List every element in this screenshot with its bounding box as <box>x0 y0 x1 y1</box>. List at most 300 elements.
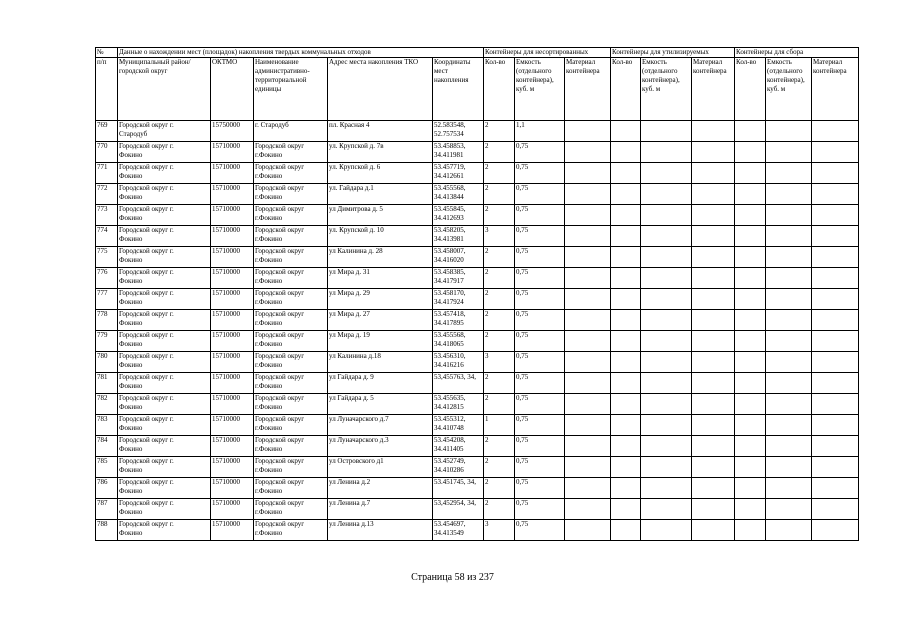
cell-num <box>96 520 118 541</box>
cell-material-collect <box>812 499 859 520</box>
cell-capacity-collect <box>766 520 812 541</box>
cell-district-line: Фокино <box>119 529 143 537</box>
cell-admin-line: г.Фокино <box>255 424 283 432</box>
cell-capacity-unsorted-line: 0,75 <box>516 310 529 318</box>
cell-capacity-collect <box>766 184 812 205</box>
cell-district-line: Фокино <box>119 424 143 432</box>
header-group-unsorted: Контейнеры для несортированных <box>484 48 611 58</box>
table-row <box>96 205 859 226</box>
cell-capacity-collect <box>766 394 812 415</box>
cell-material-recycle <box>692 415 735 436</box>
cell-oktmo <box>211 205 254 226</box>
cell-count-collect <box>735 205 766 226</box>
cell-district <box>118 352 211 373</box>
cell-count-collect <box>735 184 766 205</box>
cell-address <box>328 520 433 541</box>
cell-admin <box>254 289 328 310</box>
cell-address-line: ул Островского д1 <box>329 457 384 465</box>
cell-admin <box>254 394 328 415</box>
cell-admin-line: Городской округ <box>255 352 305 360</box>
table-row <box>96 247 859 268</box>
cell-address-line: ул. Крупской д. 7в <box>329 142 384 150</box>
cell-num-line: 788 <box>97 520 108 528</box>
table-row <box>96 457 859 478</box>
cell-num-line: 784 <box>97 436 108 444</box>
cell-count-unsorted-line: 3 <box>485 520 489 528</box>
cell-district-line: Городской округ г. <box>119 499 174 507</box>
cell-address-line: ул Гайдара д. 9 <box>329 373 374 381</box>
cell-capacity-unsorted-line: 0,75 <box>516 205 529 213</box>
cell-material-unsorted <box>565 373 611 394</box>
cell-oktmo-line: 15710000 <box>212 436 240 444</box>
cell-count-unsorted-line: 1 <box>485 415 489 423</box>
cell-capacity-unsorted-line: 0,75 <box>516 499 529 507</box>
cell-coords-line: 52.757534 <box>434 130 464 138</box>
cell-coords <box>433 352 484 373</box>
table-row <box>96 289 859 310</box>
cell-district <box>118 331 211 352</box>
cell-oktmo <box>211 373 254 394</box>
cell-oktmo-line: 15710000 <box>212 499 240 507</box>
cell-capacity-unsorted-line: 0,75 <box>516 520 529 528</box>
cell-oktmo <box>211 436 254 457</box>
table-row <box>96 415 859 436</box>
cell-material-collect <box>812 415 859 436</box>
cell-num-line: 783 <box>97 415 108 423</box>
cell-admin-line: г.Фокино <box>255 487 283 495</box>
cell-material-collect <box>812 289 859 310</box>
cell-count-unsorted <box>484 352 515 373</box>
cell-oktmo-line: 15750000 <box>212 121 240 129</box>
cell-oktmo <box>211 415 254 436</box>
cell-count-recycle <box>611 163 641 184</box>
cell-district-line: Городской округ г. <box>119 289 174 297</box>
cell-material-unsorted <box>565 436 611 457</box>
cell-coords-line: 53.458385, <box>434 268 466 276</box>
cell-material-unsorted <box>565 499 611 520</box>
cell-num-line: 774 <box>97 226 108 234</box>
cell-coords <box>433 247 484 268</box>
cell-oktmo-line: 15710000 <box>212 373 240 381</box>
cell-capacity-recycle <box>641 205 692 226</box>
cell-capacity-collect <box>766 457 812 478</box>
cell-capacity-unsorted <box>515 520 565 541</box>
cell-num-line: 772 <box>97 184 108 192</box>
cell-material-recycle <box>692 142 735 163</box>
page-number: Страница 58 из 237 <box>411 572 494 583</box>
cell-district <box>118 121 211 142</box>
cell-coords-line: 53.455568, <box>434 184 466 192</box>
cell-capacity-recycle <box>641 247 692 268</box>
cell-coords-line: 34.413549 <box>434 529 464 537</box>
header-col-coords: Координаты мест накопления <box>433 58 484 121</box>
cell-admin-line: г.Фокино <box>255 235 283 243</box>
cell-capacity-recycle <box>641 436 692 457</box>
cell-admin-line: г.Фокино <box>255 529 283 537</box>
cell-material-collect <box>812 457 859 478</box>
cell-count-recycle <box>611 499 641 520</box>
cell-material-unsorted <box>565 205 611 226</box>
cell-coords <box>433 331 484 352</box>
cell-num <box>96 352 118 373</box>
cell-coords-line: 53.451745, 34, <box>434 478 476 486</box>
cell-district-line: Городской округ г. <box>119 373 174 381</box>
cell-count-collect <box>735 268 766 289</box>
cell-district <box>118 142 211 163</box>
cell-material-unsorted <box>565 121 611 142</box>
cell-capacity-unsorted <box>515 289 565 310</box>
cell-district-line: Городской округ г. <box>119 520 174 528</box>
cell-material-collect <box>812 247 859 268</box>
cell-capacity-unsorted-line: 0,75 <box>516 352 529 360</box>
cell-admin-line: Городской округ <box>255 226 305 234</box>
cell-admin-line: Городской округ <box>255 520 305 528</box>
cell-material-recycle <box>692 247 735 268</box>
table-row <box>96 226 859 247</box>
cell-coords <box>433 205 484 226</box>
cell-material-recycle <box>692 184 735 205</box>
cell-material-recycle <box>692 352 735 373</box>
cell-address-line: ул Калинина д.18 <box>329 352 381 360</box>
cell-admin <box>254 478 328 499</box>
cell-address <box>328 289 433 310</box>
cell-oktmo-line: 15710000 <box>212 331 240 339</box>
cell-coords-line: 53.458170, <box>434 289 466 297</box>
cell-admin-line: г.Фокино <box>255 466 283 474</box>
cell-coords-line: 34.412815 <box>434 403 464 411</box>
cell-admin-line: г.Фокино <box>255 445 283 453</box>
cell-address <box>328 184 433 205</box>
cell-capacity-unsorted-line: 0,75 <box>516 247 529 255</box>
cell-district-line: Городской округ г. <box>119 226 174 234</box>
cell-admin <box>254 205 328 226</box>
cell-num-line: 787 <box>97 499 108 507</box>
cell-admin <box>254 142 328 163</box>
cell-count-unsorted <box>484 163 515 184</box>
cell-count-unsorted <box>484 184 515 205</box>
cell-district <box>118 415 211 436</box>
cell-coords-line: 53.455312, <box>434 415 466 423</box>
cell-count-collect <box>735 352 766 373</box>
cell-district-line: Фокино <box>119 340 143 348</box>
cell-capacity-collect <box>766 121 812 142</box>
cell-district-line: Фокино <box>119 256 143 264</box>
cell-coords-line: 53.454208, <box>434 436 466 444</box>
cell-count-unsorted <box>484 331 515 352</box>
cell-count-unsorted <box>484 268 515 289</box>
cell-admin-line: Городской округ <box>255 289 305 297</box>
cell-capacity-unsorted <box>515 457 565 478</box>
table-row <box>96 310 859 331</box>
cell-capacity-collect <box>766 499 812 520</box>
cell-material-collect <box>812 331 859 352</box>
header-col-count-collect: Кол-во <box>735 58 766 121</box>
header-group-recycle: Контейнеры для утилизируемых <box>611 48 735 58</box>
cell-material-unsorted <box>565 331 611 352</box>
cell-capacity-collect <box>766 352 812 373</box>
cell-admin-line: Городской округ <box>255 331 305 339</box>
cell-coords <box>433 226 484 247</box>
cell-coords-line: 34.417924 <box>434 298 464 306</box>
cell-coords <box>433 310 484 331</box>
cell-count-collect <box>735 163 766 184</box>
cell-district <box>118 436 211 457</box>
table-row <box>96 184 859 205</box>
cell-admin <box>254 352 328 373</box>
cell-address-line: ул Мира д. 19 <box>329 331 370 339</box>
cell-address <box>328 499 433 520</box>
cell-district-line: Стародуб <box>119 130 148 138</box>
cell-admin-line: г.Фокино <box>255 151 283 159</box>
cell-num <box>96 205 118 226</box>
cell-district-line: Фокино <box>119 298 143 306</box>
cell-coords <box>433 394 484 415</box>
cell-num <box>96 331 118 352</box>
cell-count-unsorted-line: 2 <box>485 436 489 444</box>
cell-material-recycle <box>692 310 735 331</box>
cell-address-line: ул Калинина д. 28 <box>329 247 383 255</box>
cell-count-unsorted-line: 2 <box>485 373 489 381</box>
cell-coords-line: 53,452954, 34, <box>434 499 476 507</box>
cell-address-line: ул Гайдара д. 5 <box>329 394 374 402</box>
cell-num-line: 769 <box>97 121 108 129</box>
cell-coords-line: 34.416020 <box>434 256 464 264</box>
cell-coords-line: 53,455763, 34, <box>434 373 476 381</box>
cell-count-unsorted-line: 2 <box>485 268 489 276</box>
cell-coords-line: 34.417895 <box>434 319 464 327</box>
cell-coords-line: 34.412693 <box>434 214 464 222</box>
cell-material-recycle <box>692 163 735 184</box>
cell-district-line: Городской округ г. <box>119 121 174 129</box>
cell-capacity-collect <box>766 415 812 436</box>
cell-count-unsorted <box>484 415 515 436</box>
table-row <box>96 394 859 415</box>
cell-count-unsorted-line: 2 <box>485 247 489 255</box>
cell-count-unsorted-line: 2 <box>485 205 489 213</box>
cell-capacity-recycle <box>641 289 692 310</box>
cell-oktmo <box>211 163 254 184</box>
cell-oktmo <box>211 394 254 415</box>
cell-district-line: Городской округ г. <box>119 436 174 444</box>
cell-capacity-unsorted <box>515 142 565 163</box>
header-col-material-collect: Материал контейнера <box>812 58 859 121</box>
cell-district-line: Фокино <box>119 277 143 285</box>
cell-oktmo-line: 15710000 <box>212 205 240 213</box>
cell-num <box>96 415 118 436</box>
header-col-capacity-unsorted: Емкость (отдельного контейнера), куб. м <box>515 58 565 121</box>
cell-material-collect <box>812 436 859 457</box>
cell-count-unsorted-line: 2 <box>485 394 489 402</box>
cell-oktmo-line: 15710000 <box>212 142 240 150</box>
cell-admin-line: Городской округ <box>255 478 305 486</box>
cell-coords-line: 34.410748 <box>434 424 464 432</box>
cell-material-collect <box>812 226 859 247</box>
cell-coords <box>433 121 484 142</box>
cell-count-recycle <box>611 373 641 394</box>
cell-admin <box>254 331 328 352</box>
cell-coords-line: 53.454697, <box>434 520 466 528</box>
cell-admin <box>254 436 328 457</box>
cell-capacity-recycle <box>641 331 692 352</box>
cell-capacity-unsorted-line: 0,75 <box>516 415 529 423</box>
cell-admin-line: Городской округ <box>255 373 305 381</box>
cell-address <box>328 247 433 268</box>
cell-admin-line: Городской округ <box>255 268 305 276</box>
header-col-district: Муниципальный район/городской округ <box>118 58 211 121</box>
cell-admin-line: г.Фокино <box>255 508 283 516</box>
cell-count-collect <box>735 394 766 415</box>
cell-district-line: Городской округ г. <box>119 478 174 486</box>
cell-coords-line: 34.410286 <box>434 466 464 474</box>
cell-oktmo-line: 15710000 <box>212 394 240 402</box>
cell-capacity-recycle <box>641 352 692 373</box>
cell-count-unsorted-line: 2 <box>485 121 489 129</box>
cell-oktmo <box>211 478 254 499</box>
cell-material-unsorted <box>565 247 611 268</box>
cell-admin <box>254 226 328 247</box>
cell-address <box>328 415 433 436</box>
cell-count-recycle <box>611 331 641 352</box>
cell-district-line: Городской округ г. <box>119 457 174 465</box>
cell-material-collect <box>812 205 859 226</box>
cell-count-unsorted <box>484 520 515 541</box>
cell-oktmo <box>211 499 254 520</box>
cell-capacity-collect <box>766 310 812 331</box>
table-row <box>96 121 859 142</box>
cell-district <box>118 268 211 289</box>
cell-oktmo-line: 15710000 <box>212 457 240 465</box>
cell-material-unsorted <box>565 226 611 247</box>
cell-count-unsorted-line: 2 <box>485 184 489 192</box>
cell-material-collect <box>812 121 859 142</box>
cell-district-line: Фокино <box>119 361 143 369</box>
cell-coords-line: 52.583548, <box>434 121 466 129</box>
cell-capacity-unsorted <box>515 331 565 352</box>
cell-district <box>118 226 211 247</box>
cell-material-collect <box>812 163 859 184</box>
cell-capacity-collect <box>766 373 812 394</box>
cell-coords-line: 34.413844 <box>434 193 464 201</box>
cell-address-line: пл. Красная 4 <box>329 121 370 129</box>
cell-count-unsorted-line: 2 <box>485 142 489 150</box>
cell-capacity-collect <box>766 205 812 226</box>
cell-district <box>118 247 211 268</box>
cell-material-collect <box>812 520 859 541</box>
cell-admin-line: Городской округ <box>255 499 305 507</box>
cell-material-collect <box>812 268 859 289</box>
cell-address-line: ул. Гайдара д.1 <box>329 184 374 192</box>
cell-coords-line: 53.455568, <box>434 331 466 339</box>
cell-capacity-recycle <box>641 499 692 520</box>
cell-coords <box>433 373 484 394</box>
cell-coords-line: 53.457719, <box>434 163 466 171</box>
cell-coords-line: 53.455635, <box>434 394 466 402</box>
cell-count-recycle <box>611 394 641 415</box>
cell-oktmo <box>211 352 254 373</box>
cell-count-unsorted-line: 2 <box>485 163 489 171</box>
header-row-columns <box>96 58 859 121</box>
cell-capacity-unsorted <box>515 247 565 268</box>
cell-coords <box>433 520 484 541</box>
cell-admin-line: Городской округ <box>255 394 305 402</box>
cell-count-unsorted-line: 2 <box>485 457 489 465</box>
cell-material-collect <box>812 310 859 331</box>
cell-address <box>328 373 433 394</box>
cell-oktmo-line: 15710000 <box>212 520 240 528</box>
cell-admin-line: г.Фокино <box>255 382 283 390</box>
cell-address <box>328 142 433 163</box>
table-row <box>96 331 859 352</box>
cell-admin <box>254 499 328 520</box>
cell-oktmo <box>211 142 254 163</box>
header-col-admin: Наименование административно-территориальной единицы <box>254 58 328 121</box>
cell-address-line: ул Луначарского д.7 <box>329 415 389 423</box>
cell-count-collect <box>735 478 766 499</box>
cell-oktmo-line: 15710000 <box>212 268 240 276</box>
cell-count-collect <box>735 520 766 541</box>
cell-capacity-recycle <box>641 268 692 289</box>
cell-address-line: ул. Крупской д. 6 <box>329 163 381 171</box>
cell-capacity-recycle <box>641 310 692 331</box>
cell-district-line: Фокино <box>119 403 143 411</box>
cell-coords <box>433 436 484 457</box>
cell-district-line: Фокино <box>119 235 143 243</box>
cell-admin-line: г.Фокино <box>255 298 283 306</box>
cell-district-line: Фокино <box>119 445 143 453</box>
cell-oktmo-line: 15710000 <box>212 415 240 423</box>
cell-capacity-unsorted-line: 0,75 <box>516 289 529 297</box>
cell-capacity-unsorted <box>515 205 565 226</box>
cell-material-recycle <box>692 499 735 520</box>
cell-oktmo-line: 15710000 <box>212 478 240 486</box>
cell-coords-line: 53.458853, <box>434 142 466 150</box>
cell-capacity-unsorted-line: 0,75 <box>516 394 529 402</box>
cell-district-line: Фокино <box>119 508 143 516</box>
cell-district <box>118 499 211 520</box>
cell-num-line: 775 <box>97 247 108 255</box>
cell-district-line: Городской округ г. <box>119 247 174 255</box>
cell-count-recycle <box>611 415 641 436</box>
header-col-capacity-recycle: Емкость (отдельного контейнера), куб. м <box>641 58 692 121</box>
cell-count-recycle <box>611 352 641 373</box>
cell-material-unsorted <box>565 520 611 541</box>
cell-address <box>328 310 433 331</box>
cell-address-line: ул Димитрова д. 5 <box>329 205 383 213</box>
cell-admin-line: Городской округ <box>255 436 305 444</box>
cell-coords-line: 53.458205, <box>434 226 466 234</box>
cell-num-line: 770 <box>97 142 108 150</box>
cell-count-recycle <box>611 457 641 478</box>
cell-capacity-unsorted <box>515 226 565 247</box>
table-row <box>96 268 859 289</box>
cell-material-recycle <box>692 289 735 310</box>
cell-district <box>118 163 211 184</box>
header-row-groups <box>96 48 859 58</box>
cell-material-recycle <box>692 457 735 478</box>
cell-capacity-unsorted-line: 1,1 <box>516 121 525 129</box>
cell-count-collect <box>735 436 766 457</box>
table-row <box>96 142 859 163</box>
cell-admin-line: Городской округ <box>255 205 305 213</box>
cell-num <box>96 268 118 289</box>
cell-capacity-unsorted <box>515 436 565 457</box>
cell-coords <box>433 478 484 499</box>
cell-capacity-collect <box>766 268 812 289</box>
cell-coords <box>433 268 484 289</box>
cell-district-line: Фокино <box>119 214 143 222</box>
cell-district-line: Фокино <box>119 151 143 159</box>
cell-district-line: Фокино <box>119 319 143 327</box>
